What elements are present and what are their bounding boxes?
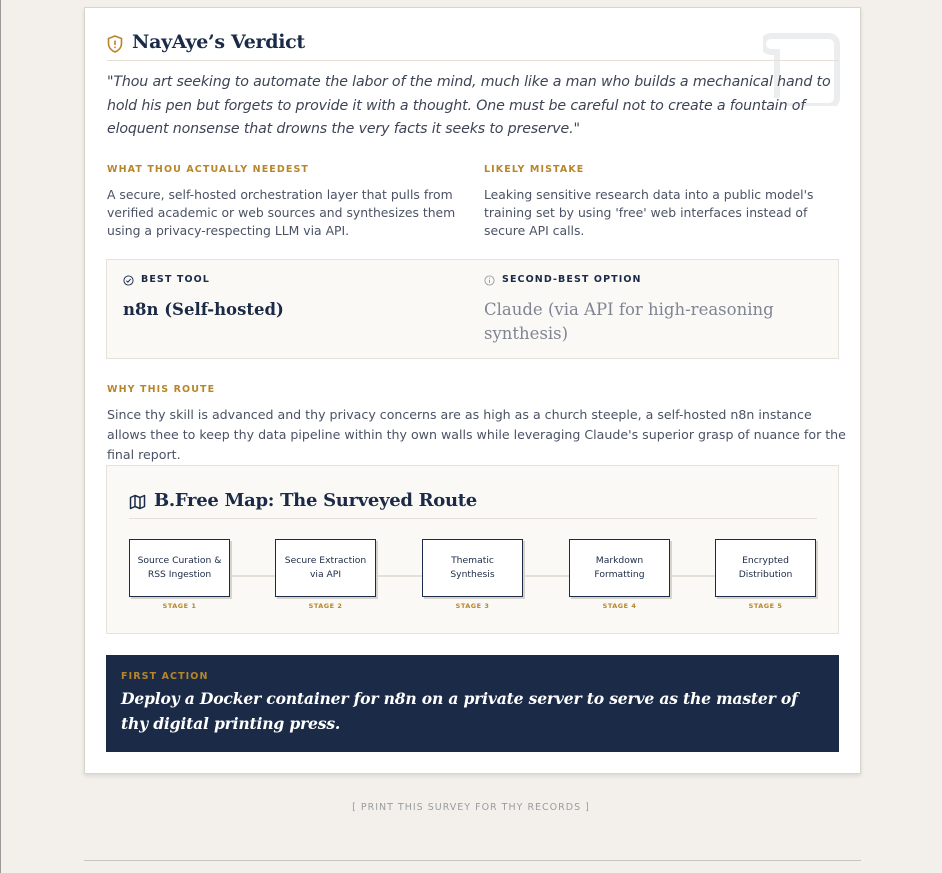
stage-tag: STAGE 5	[748, 602, 783, 610]
verdict-card	[84, 7, 861, 774]
verdict-header	[107, 29, 839, 61]
mistake-text: Leaking sensitive research data into a public model's training set by using 'free' web interfaces instead of secure API calls.	[484, 187, 814, 238]
stage-box: Source Curation & RSS Ingestion	[129, 539, 230, 597]
best-tool-label-row	[123, 274, 453, 286]
route-stage-1	[129, 539, 230, 610]
needest-section	[107, 164, 457, 240]
stage-tag: STAGE 3	[455, 602, 490, 610]
map-icon	[129, 494, 146, 510]
needest-text: A secure, self-hosted orchestration layer that pulls from verified academic or web sources and synthesizes them using a privacy-respecting LLM via API.	[107, 187, 456, 238]
route-stage-2	[275, 539, 376, 610]
first-action-banner	[106, 655, 839, 752]
best-tool-name: n8n (Self-hosted)	[123, 300, 284, 319]
best-tool	[123, 274, 453, 322]
check-circle-icon	[123, 275, 134, 286]
why-route-section	[107, 384, 847, 465]
mistake-label: LIKELY MISTAKE	[484, 164, 585, 175]
second-tool-label-row	[484, 274, 824, 286]
page-left-border	[0, 0, 1, 873]
verdict-quote: "Thou art seeking to automate the labor of the mind, much like a man who builds a mechanical hand to hold his pen but forgets to provide it with a thought. One must be careful not to create a fountain of eloquent nonsense that drowns the very facts it seeks to preserve."	[107, 74, 831, 137]
stage-box: Secure Extraction via API	[275, 539, 376, 597]
footer-divider	[84, 860, 861, 861]
stage-tag: STAGE 2	[308, 602, 343, 610]
route-stage-5	[715, 539, 816, 610]
why-route-label: WHY THIS ROUTE	[107, 384, 216, 395]
verdict-title: NayAye’s Verdict	[132, 31, 305, 53]
route-map-panel	[106, 465, 839, 634]
print-survey-button[interactable]: [ PRINT THIS SURVEY FOR THY RECORDS ]	[352, 802, 590, 813]
why-route-text: Since thy skill is advanced and thy privacy concerns are as high as a church steeple, a self-hosted n8n instance allows thee to keep thy data pipeline within thy own walls while leveraging Claude's superior grasp of nuance for the final report.	[107, 407, 846, 462]
shield-icon	[107, 35, 123, 53]
stage-tag: STAGE 1	[162, 602, 197, 610]
second-best-tool	[484, 274, 824, 346]
first-action-label: FIRST ACTION	[121, 671, 209, 682]
info-circle-icon	[484, 275, 495, 286]
mistake-section	[484, 164, 844, 240]
tools-panel	[106, 259, 839, 359]
route-stage-3	[422, 539, 523, 610]
stage-box: Thematic Synthesis	[422, 539, 523, 597]
best-tool-label: BEST TOOL	[141, 274, 210, 285]
first-action-text: Deploy a Docker container for n8n on a private server to serve as the master of thy digital printing press.	[121, 689, 798, 733]
second-tool-name: Claude (via API for high-reasoning synthesis)	[484, 300, 774, 343]
stage-box: Encrypted Distribution	[715, 539, 816, 597]
stage-tag: STAGE 4	[602, 602, 637, 610]
route-stage-4	[569, 539, 670, 610]
route-map-header	[129, 487, 817, 519]
needest-label: WHAT THOU ACTUALLY NEEDEST	[107, 164, 309, 175]
route-map-title: B.Free Map: The Surveyed Route	[154, 490, 477, 511]
second-tool-label: SECOND-BEST OPTION	[502, 274, 642, 285]
stage-box: Markdown Formatting	[569, 539, 670, 597]
